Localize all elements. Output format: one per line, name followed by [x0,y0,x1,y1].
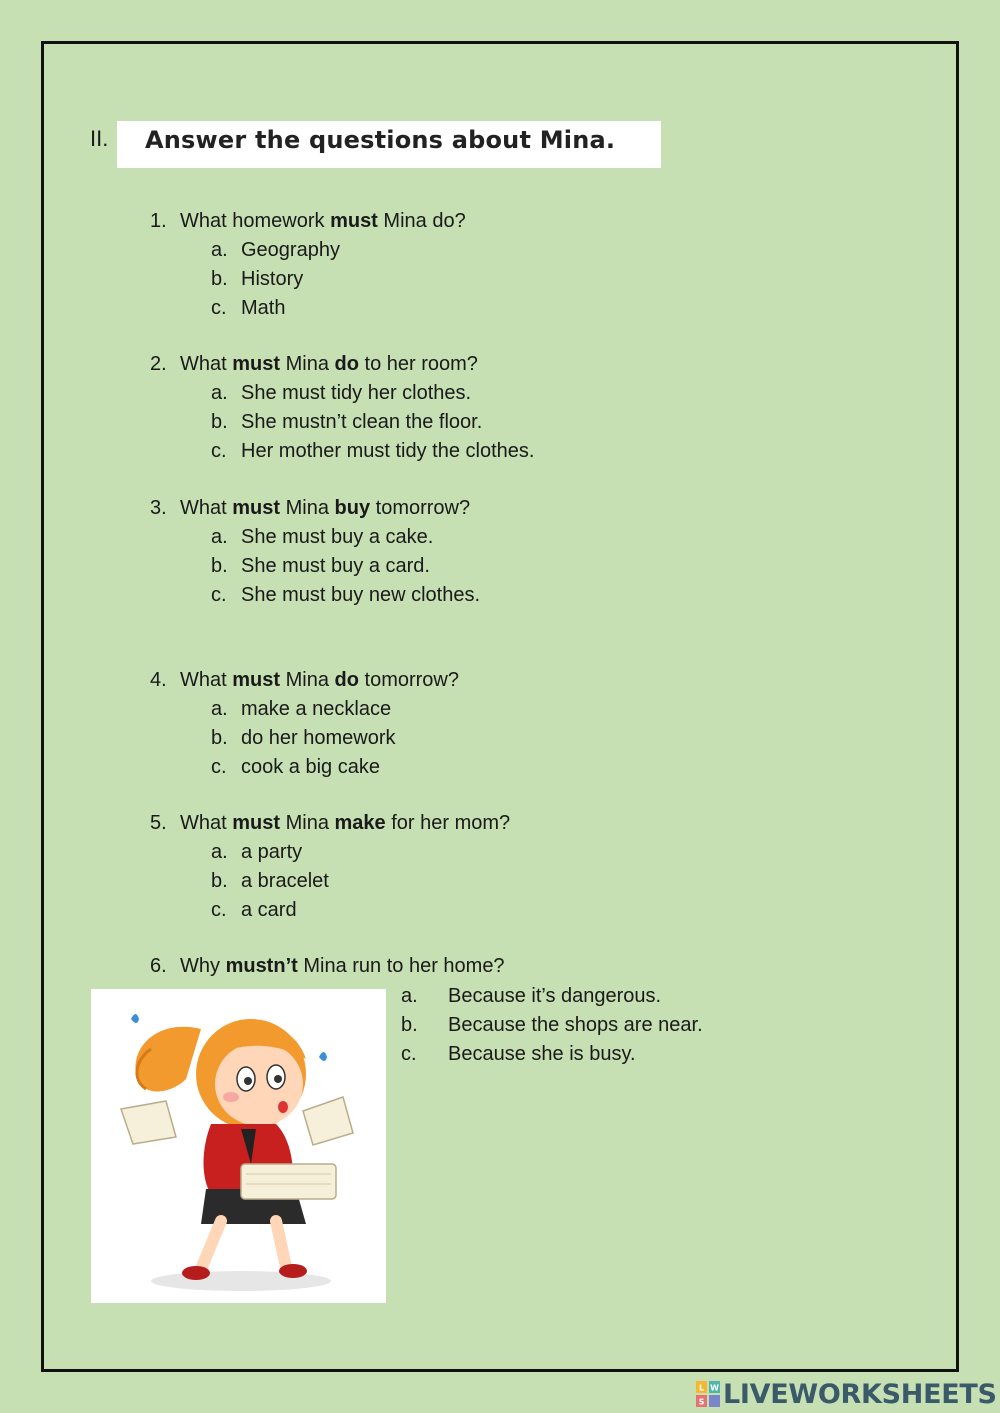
options-question-3 [211,523,480,610]
question-text: What must Mina buy tomorrow? [180,497,471,519]
question-number: 6. [150,955,167,977]
question-6 [150,952,505,981]
option-5a[interactable]: a. a party [211,841,303,863]
option-1b[interactable]: b. History [211,268,304,290]
option-1c[interactable]: c. Math [211,297,286,319]
options-question-2 [211,379,534,466]
question-text: Why mustn’t Mina run to her home? [180,955,505,977]
question-number: 5. [150,812,167,834]
svg-text:S: S [698,1397,705,1407]
girl-carrying-papers-illustration [91,989,386,1303]
question-number: 3. [150,497,167,519]
options-question-5 [211,838,329,925]
svg-text:W: W [710,1383,719,1393]
option-2b[interactable]: b. She mustn’t clean the floor. [211,411,483,433]
question-number: 2. [150,353,167,375]
question-2 [150,350,478,379]
option-3b[interactable]: b. She must buy a card. [211,555,430,577]
section-number: II. [90,126,109,151]
option-3a[interactable]: a. She must buy a cake. [211,526,434,548]
question-text: What homework must Mina do? [180,210,466,232]
option-4c[interactable]: c. cook a big cake [211,756,380,778]
option-5b[interactable]: b. a bracelet [211,870,329,892]
question-text: What must Mina do to her room? [180,353,478,375]
option-6b[interactable]: b. Because the shops are near. [401,1014,703,1036]
option-6c[interactable]: c. Because she is busy. [401,1043,636,1065]
option-3c[interactable]: c. She must buy new clothes. [211,584,481,606]
options-question-6 [401,982,703,1069]
option-4a[interactable]: a. make a necklace [211,698,392,720]
options-question-1 [211,236,340,323]
option-2a[interactable]: a. She must tidy her clothes. [211,382,472,404]
brand-name: LIVEWORKSHEETS [723,1378,997,1410]
liveworksheets-logo [696,1376,997,1412]
question-5 [150,809,510,838]
section-title-box [117,121,661,168]
question-text: What must Mina do tomorrow? [180,669,459,691]
option-5c[interactable]: c. a card [211,899,297,921]
question-text: What must Mina make for her mom? [180,812,511,834]
option-1a[interactable]: a. Geography [211,239,340,261]
question-3 [150,494,470,523]
option-4b[interactable]: b. do her homework [211,727,396,749]
options-question-4 [211,695,396,782]
svg-text:L: L [698,1383,705,1393]
option-6a[interactable]: a. Because it’s dangerous. [401,985,662,1007]
question-number: 1. [150,210,167,232]
question-number: 4. [150,669,167,691]
question-1 [150,207,466,236]
question-4 [150,666,459,695]
liveworksheets-mark-icon [696,1381,720,1407]
option-2c[interactable]: c. Her mother must tidy the clothes. [211,440,535,462]
section-title: Answer the questions about Mina. [145,126,616,154]
